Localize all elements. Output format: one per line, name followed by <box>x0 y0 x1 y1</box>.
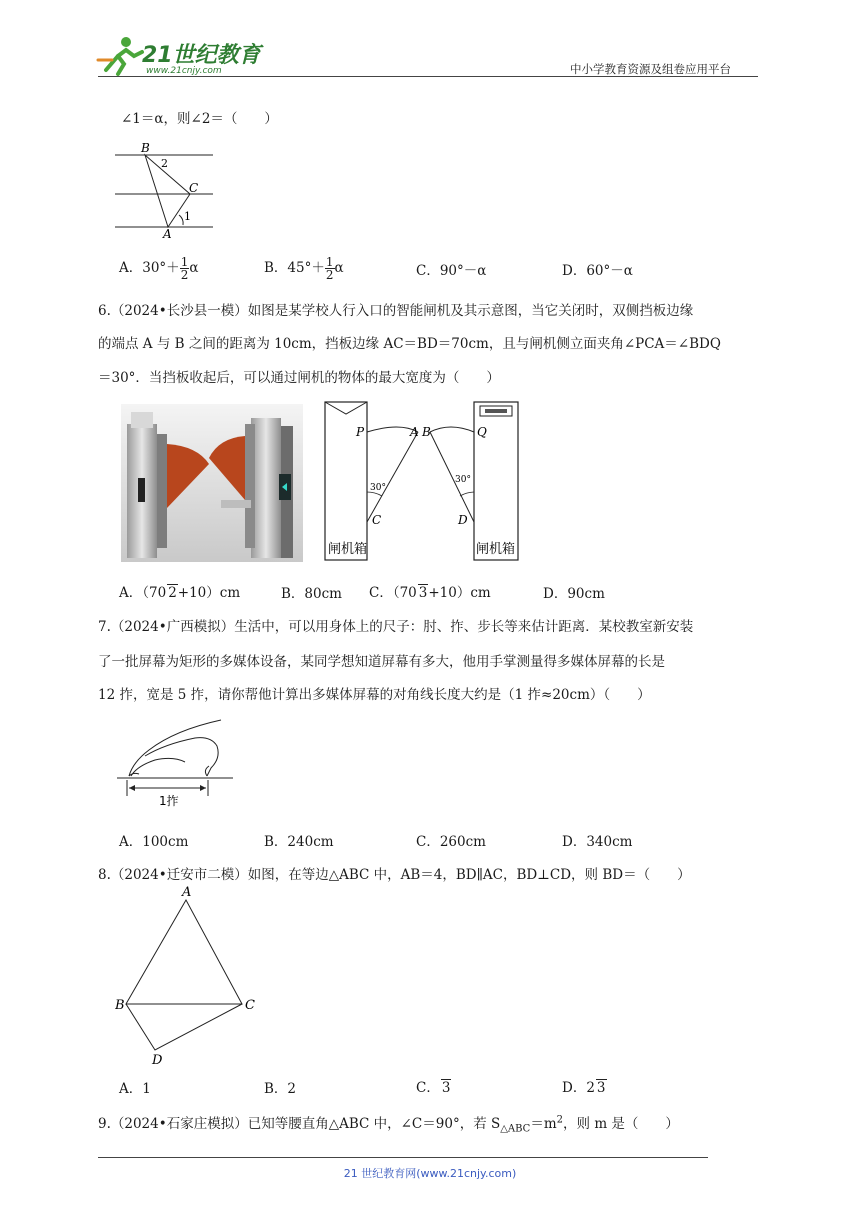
q8-label-b: B <box>115 998 125 1013</box>
angle-label-left: 30° <box>370 483 386 493</box>
platform-name: 中小学教育资源及组卷应用平台 <box>570 62 731 76</box>
q5-stem-tail: ∠1＝α，则∠2＝（ ） <box>121 111 278 127</box>
q8-label-c: C <box>245 998 255 1013</box>
q5-option-d: D．60°－α <box>562 263 633 279</box>
q5-option-a: A．30°＋ $\frac{1}{2}$ α <box>119 255 199 282</box>
q8-option-c: C． 3 <box>416 1080 451 1096</box>
angle-label-right: 30° <box>455 475 471 485</box>
q8-label-a: A <box>182 885 192 900</box>
q6-option-c: C．（70 3+10）cm <box>369 585 491 601</box>
label-q: Q <box>477 425 487 439</box>
sqrt: 3 <box>596 1080 606 1096</box>
turnstile-photo <box>121 404 303 562</box>
q6-stem-line3: ＝30°．当挡板收起后，可以通过闸机的物体的最大宽度为（ ） <box>98 370 500 386</box>
q6-option-d: D．90cm <box>543 586 605 602</box>
q6-option-a: A．（70 2+10）cm <box>119 585 241 601</box>
box-label-right: 闸机箱 <box>476 542 516 557</box>
logo-text: 21世纪教育 <box>142 43 261 68</box>
runner-icon <box>98 37 142 74</box>
q8-label-d: D <box>152 1053 163 1068</box>
q8-option-d: D．2 3 <box>562 1080 606 1096</box>
q8-option-b: B．2 <box>264 1081 297 1097</box>
q9-stem: 9.（2024•石家庄模拟）已知等腰直角△ABC 中，∠C＝90°，若 $S_{\triangle ABC}=m^2$，则 m 是（ ） <box>98 1114 679 1135</box>
q5-figure <box>115 138 215 238</box>
q7-stem-line1: 7.（2024•广西模拟）生活中，可以用身体上的尺子：肘、拃、步长等来估计距离．某校教室新安装 <box>98 619 694 635</box>
q7-option-b: B．240cm <box>264 834 334 850</box>
sqrt: 3 <box>441 1080 451 1096</box>
q6-stem-line1: 6.（2024•长沙县一模）如图是某学校人行入口的智能闸机及其示意图，当它关闭时，双侧挡板边缘 <box>98 303 694 319</box>
label-c: C <box>372 513 382 527</box>
label-a: A <box>410 425 419 439</box>
q7-option-c: C．260cm <box>416 834 486 850</box>
q5-label-a: A <box>163 227 172 238</box>
footer-link[interactable]: 21 世纪教育网(www.21cnjy.com) <box>343 1167 517 1180</box>
label-p: P <box>356 425 365 439</box>
q8-figure <box>115 884 265 1070</box>
hand-span-figure <box>115 716 235 808</box>
box-label-left: 闸机箱 <box>328 542 368 557</box>
sqrt: 3 <box>418 585 428 601</box>
q8-stem: 8.（2024•迁安市二模）如图，在等边△ABC 中，AB＝4，BD∥AC，BD⊥CD，则 BD＝（ ） <box>98 867 691 883</box>
q6-stem-line2: 的端点 A 与 B 之间的距离为 10cm，挡板边缘 AC＝BD＝70cm，且与闸机侧立面夹角∠PCA＝∠BDQ <box>98 336 721 352</box>
q7-option-a: A．100cm <box>119 834 189 850</box>
label-b: B <box>422 425 431 439</box>
label-d: D <box>458 513 468 527</box>
q5-label-c: C <box>189 181 199 195</box>
footer-divider <box>98 1157 708 1158</box>
fraction: $\frac{1}{2}$ <box>180 255 189 282</box>
header-divider <box>98 76 758 77</box>
q5-label-2: 2 <box>161 157 168 170</box>
q5-option-c: C．90°－α <box>416 263 487 279</box>
site-logo <box>96 34 266 80</box>
q5-label-b: B <box>141 141 150 155</box>
turnstile-schematic <box>320 398 525 566</box>
q7-option-d: D．340cm <box>562 834 633 850</box>
sqrt: 2 <box>168 585 177 601</box>
q5-label-1: 1 <box>184 210 191 223</box>
span-label: 1拃 <box>159 794 179 808</box>
q5-option-b: B．45°＋ $\frac{1}{2}$ α <box>264 255 344 282</box>
logo-url: www.21cnjy.com <box>146 66 222 76</box>
q7-stem-line3: 12 拃，宽是 5 拃，请你帮他计算出多媒体屏幕的对角线长度大约是（1 拃≈20cm）（ ） <box>98 687 651 703</box>
q7-stem-line2: 了一批屏幕为矩形的多媒体设备，某同学想知道屏幕有多大，他用手掌测量得多媒体屏幕的长是 <box>98 654 665 670</box>
q6-option-b: B．80cm <box>281 586 342 602</box>
q8-option-a: A．1 <box>119 1081 151 1097</box>
fraction: $\frac{1}{2}$ <box>325 255 334 282</box>
